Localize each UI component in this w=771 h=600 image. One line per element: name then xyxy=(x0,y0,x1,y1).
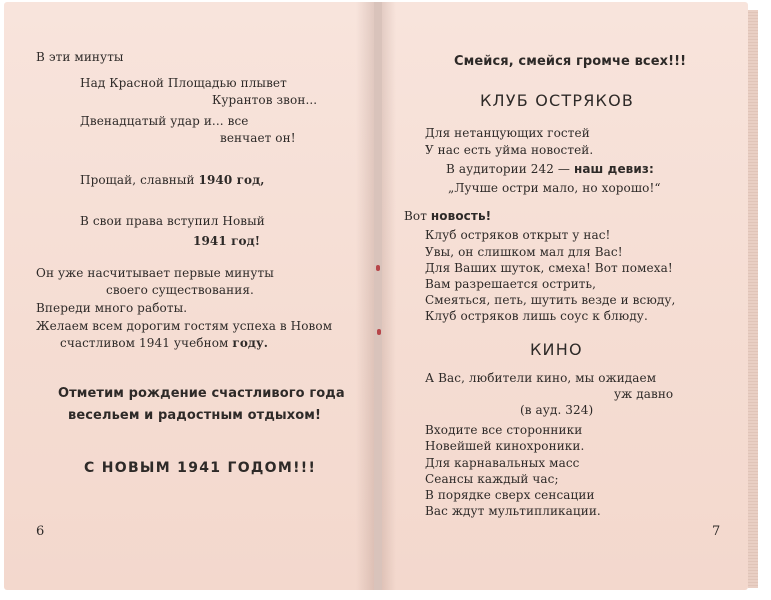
text-line: Новейшей кинохроники. xyxy=(425,439,585,453)
left-page xyxy=(4,2,374,590)
text-span: Вот xyxy=(404,209,427,223)
text-line: Для Ваших шуток, смеха! Вот помеха! xyxy=(425,261,673,275)
spine xyxy=(374,2,382,590)
text-line: Увы, он слишком мал для Вас! xyxy=(425,245,623,259)
binding-mark xyxy=(376,265,380,271)
page-number-left: 6 xyxy=(36,524,45,539)
motto-label: наш девиз: xyxy=(573,162,654,176)
club-motto: „Лучше остри мало, но хорошо!“ xyxy=(448,181,661,195)
text-line: венчает он! xyxy=(220,131,296,145)
text-line xyxy=(446,162,654,177)
text-line: Входите все сторонники xyxy=(425,423,583,437)
spine-shadow-left xyxy=(356,2,374,590)
text-line: своего существования. xyxy=(106,283,254,297)
spine-shadow-right xyxy=(382,2,396,590)
text-line: В свои права вступил Новый xyxy=(80,214,265,228)
motto: Смейся, смейся громче всех!!! xyxy=(454,54,687,69)
page-edges xyxy=(748,10,758,588)
text-span: Прощай, славный xyxy=(80,173,195,187)
text-line xyxy=(404,209,491,224)
text-line: Курантов звон... xyxy=(212,93,318,107)
right-page xyxy=(382,2,748,590)
text-line: У нас есть уйма новостей. xyxy=(425,143,594,157)
text-line: В эти минуты xyxy=(36,50,124,64)
greeting-line-1: Отметим рождение счастливого года xyxy=(58,386,345,401)
text-line: Сеансы каждый час; xyxy=(425,472,559,486)
text-line: Он уже насчитывает первые минуты xyxy=(36,266,274,280)
text-line: А Вас, любители кино, мы ожидаем xyxy=(425,371,657,385)
new-year-banner: С НОВЫМ 1941 ГОДОМ!!! xyxy=(84,460,317,476)
greeting-line-2: весельем и радостным отдыхом! xyxy=(68,408,322,423)
text-line: Двенадцатый удар и... все xyxy=(80,114,249,128)
page-number-right: 7 xyxy=(712,524,721,539)
text-line: Клуб остряков открыт у нас! xyxy=(425,228,611,242)
year-1940: 1940 год, xyxy=(198,173,265,187)
text-line: Смеяться, петь, шутить везде и всюду, xyxy=(425,293,676,307)
news-label: новость! xyxy=(430,209,492,223)
cinema-heading: КИНО xyxy=(530,340,583,359)
text-line: Для карнавальных масс xyxy=(425,456,580,470)
text-span: счастливом 1941 учебном xyxy=(60,336,229,350)
room-note: (в ауд. 324) xyxy=(520,403,594,417)
text-line: В порядке сверх сенсации xyxy=(425,488,595,502)
text-line: Впереди много работы. xyxy=(36,301,188,315)
text-span: В аудитории 242 — xyxy=(446,162,571,176)
text-line xyxy=(80,173,265,188)
text-line: Вам разрешается острить, xyxy=(425,277,597,291)
text-line: Клуб остряков лишь соус к блюду. xyxy=(425,309,648,323)
text-line: уж давно xyxy=(614,387,674,401)
year-1941: 1941 год! xyxy=(193,234,261,248)
text-line: Вас ждут мультипликации. xyxy=(425,504,601,518)
text-line: Для нетанцующих гостей xyxy=(425,126,590,140)
open-booklet xyxy=(4,2,756,592)
text-line: Желаем всем дорогим гостям успеха в Новом xyxy=(36,319,333,333)
text-line xyxy=(60,336,268,351)
text-line: Над Красной Площадью плывет xyxy=(80,76,287,90)
binding-mark xyxy=(377,329,381,335)
club-heading: КЛУБ ОСТРЯКОВ xyxy=(480,91,635,110)
word-year: году. xyxy=(232,336,269,350)
